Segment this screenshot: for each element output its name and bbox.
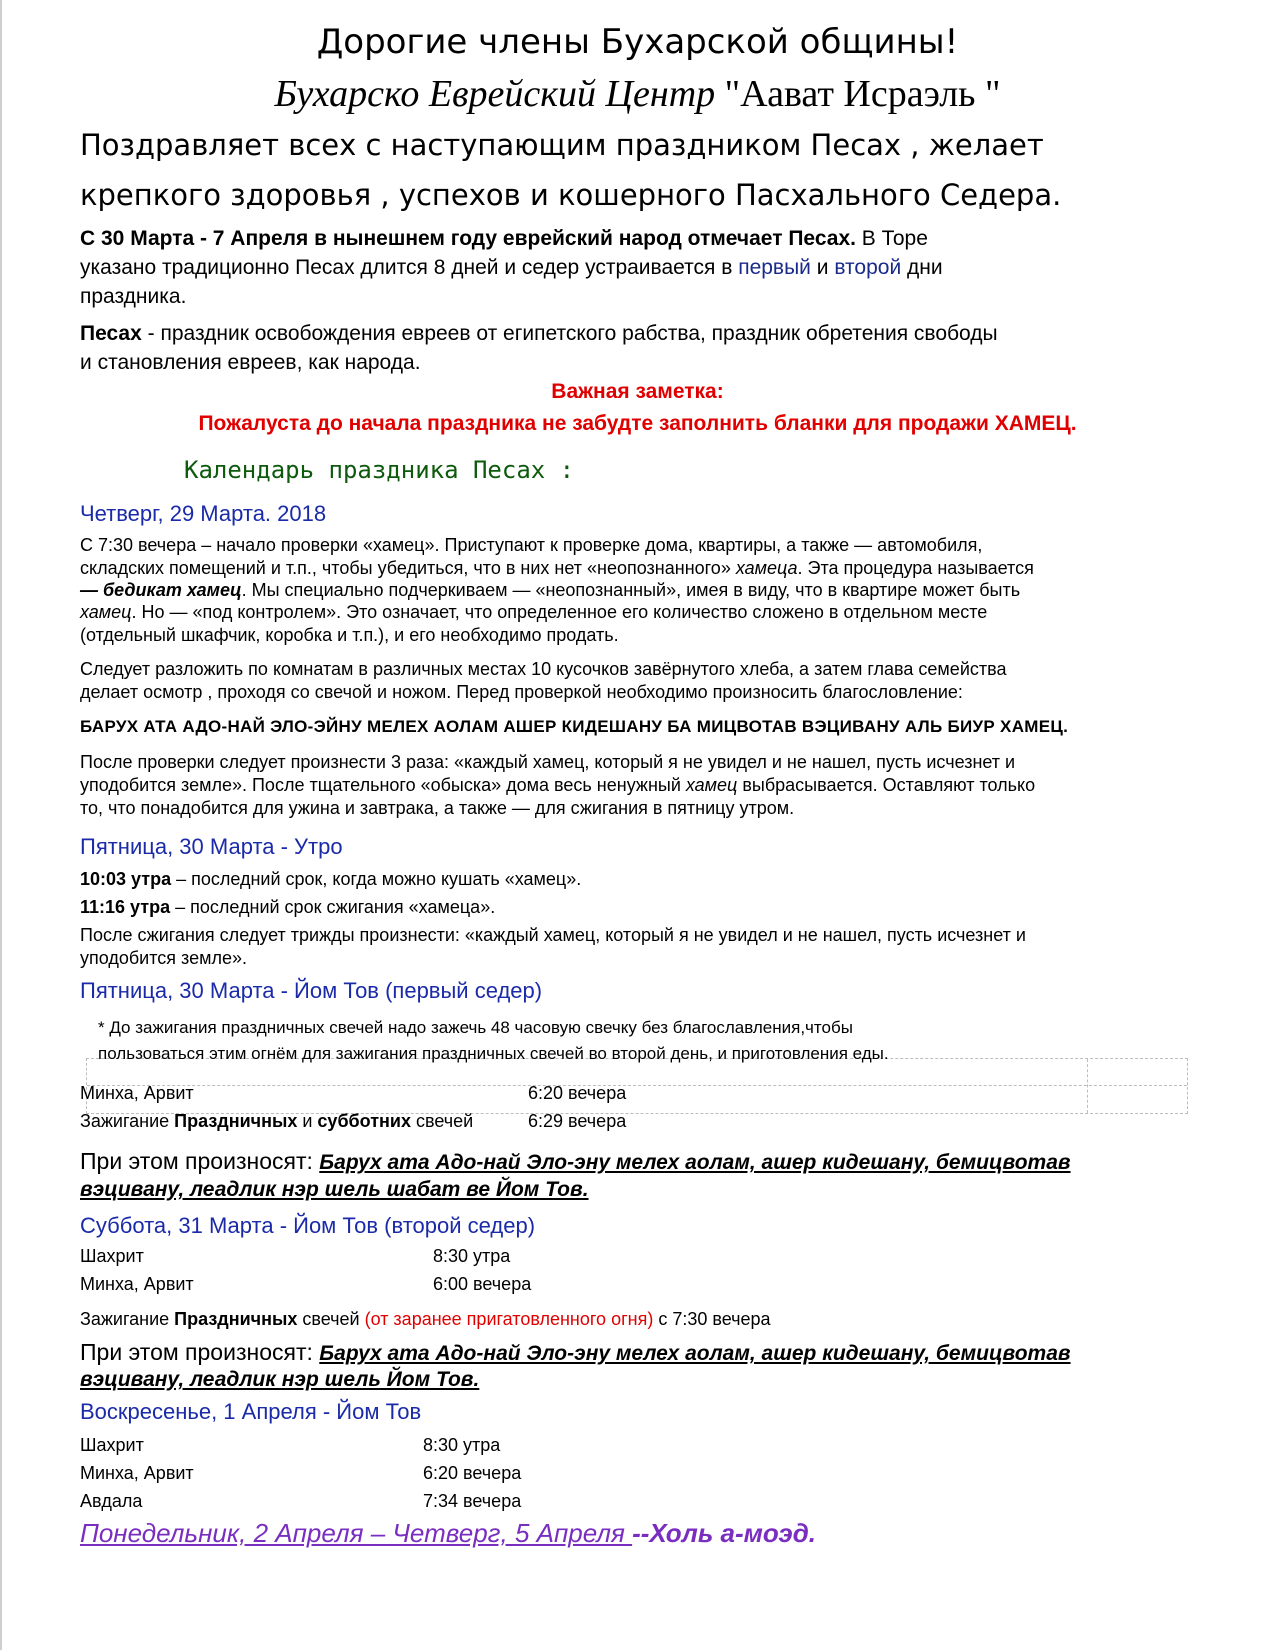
friday-yomtov-heading: Пятница, 30 Марта - Йом Тов (первый седер) — [80, 978, 543, 1003]
schedule-label: Шахрит — [80, 1246, 144, 1266]
text: . Мы специально подчеркиваем — «неопознанный», имея в виду, что в квартире может быть — [241, 580, 1021, 600]
thursday-p2-l2: делает осмотр , проходя со свечой и ножом. Перед проверкой необходимо произносить благословление: — [80, 682, 963, 702]
intro-line-3: праздника. — [80, 285, 187, 308]
text: выбрасывается. Оставляют только — [737, 775, 1036, 795]
friday-morning-l4: уподобится земле». — [80, 948, 247, 968]
page-title: Дорогие члены Бухарской общины! — [316, 22, 959, 62]
pesach-word: Песах — [80, 322, 142, 345]
saturday-blessing-l1 — [80, 1339, 1071, 1366]
page-edge — [0, 0, 2, 1650]
text: При этом произносят: — [80, 1148, 320, 1174]
thursday-heading: Четверг, 29 Марта. 2018 — [80, 501, 327, 526]
candle-blessing-l2 — [80, 1175, 589, 1202]
schedule-label: Авдала — [80, 1491, 143, 1511]
text: и — [297, 1111, 318, 1131]
thursday-p2-l1: Следует разложить по комнатам в различных местах 10 кусочков завёрнутого хлеба, а затем глава семейства — [80, 659, 1007, 679]
holhamoed-line — [80, 1518, 816, 1549]
intro-line-1 — [80, 227, 928, 251]
time: 10:03 утра — [80, 869, 172, 889]
schedule-label — [80, 1111, 473, 1132]
thursday-p3-l3: то, что понадобится для ужина и завтрака, а также — для сжигания в пятницу утром. — [80, 798, 795, 818]
schedule-time: 6:20 вечера — [423, 1463, 522, 1483]
thursday-p1-l2 — [80, 558, 1034, 579]
holhamoed-label: --Холь а-моэд. — [632, 1518, 817, 1548]
thursday-p3-l2 — [80, 775, 1035, 796]
text: субботних — [317, 1111, 411, 1131]
intro-line-2-text: указано традиционно Песах длится 8 дней и седер устраивается в — [80, 256, 739, 279]
link-first[interactable]: первый — [738, 256, 811, 279]
sunday-heading: Воскресенье, 1 Апреля - Йом Тов — [80, 1399, 422, 1424]
text: При этом произносят: — [80, 1339, 320, 1365]
saturday-candle-line — [80, 1309, 771, 1330]
thursday-p1-l3 — [80, 580, 1020, 601]
intro-line-2-end: дни — [901, 256, 943, 279]
pesach-line-1 — [80, 322, 998, 346]
candle-note-l2: пользоваться этим огнём для зажигания праздничных свечей во второй день, и приготовления еды. — [98, 1044, 889, 1063]
candle-blessing-l1 — [80, 1148, 1071, 1175]
schedule-time: 8:30 утра — [423, 1435, 501, 1455]
term-hamets: хамец — [685, 775, 738, 795]
text: уподобится земле». После тщательного «обыска» дома весь ненужный — [80, 775, 686, 795]
intro-dates: С 30 Марта - 7 Апреля в нынешнем году еврейский народ отмечает Песах. — [80, 227, 856, 250]
prayer-text: вэцивану, леадлик нэр шель Йом Тов. — [80, 1368, 480, 1391]
deadline-eat — [80, 869, 581, 890]
text: свечей — [411, 1111, 474, 1131]
prayer-text: Барух ата Адо-най Эло-эну мелех аолам, ашер кидешану, бемицвотав — [319, 1151, 1071, 1174]
intro-and: и — [810, 256, 835, 279]
schedule-label: Минха, Арвит — [80, 1083, 194, 1103]
schedule-time: 8:30 утра — [433, 1246, 511, 1266]
note-divider — [87, 1085, 1187, 1086]
schedule-label: Минха, Арвит — [80, 1274, 194, 1294]
center-name — [0, 72, 1275, 116]
text: Зажигание — [80, 1309, 175, 1329]
thursday-p1-l1: С 7:30 вечера – начало проверки «хамец». Приступают к проверке дома, квартиры, а также — автомобиля, — [80, 535, 983, 555]
text: складских помещений и т.п., чтобы убедиться, что в них нет «неопознанного» — [80, 558, 736, 578]
center-name-italic: Бухарско Еврейский Центр — [274, 73, 716, 115]
text: с 7:30 вечера — [653, 1309, 771, 1329]
saturday-heading: Суббота, 31 Марта - Йом Тов (второй седер) — [80, 1213, 536, 1238]
thursday-p1-l5: (отдельный шкафчик, коробка и т.п.), и его необходимо продать. — [80, 625, 619, 645]
text: – последний срок, когда можно кушать «хамец». — [171, 869, 582, 889]
intro-line-2 — [80, 256, 943, 280]
congrats-line-1: Поздравляет всех с наступающим праздником Песах , желает — [80, 128, 1044, 162]
congrats-line-2: крепкого здоровья , успехов и кошерного Пасхального Седера. — [80, 178, 1062, 212]
schedule-time: 6:20 вечера — [528, 1083, 627, 1103]
important-title: Важная заметка: — [551, 380, 724, 403]
note-divider — [1087, 1059, 1088, 1113]
prayer-text: вэцивану, леадлик нэр шель шабат ве Йом Тов. — [80, 1178, 589, 1201]
intro-dates-rest: В Торе — [855, 227, 928, 250]
fire-note: (от заранее пригатовленного огня) — [364, 1309, 654, 1329]
thursday-p1-l4 — [80, 602, 987, 623]
candle-note-box — [86, 1058, 1188, 1114]
time: 11:16 утра — [80, 897, 171, 917]
important-text: Пожалуста до начала праздника не забудте заполнить бланки для продажи ХАМЕЦ. — [198, 412, 1077, 435]
pesach-line-2: и становления евреев, как народа. — [80, 351, 421, 374]
thursday-p3-l1: После проверки следует произнести 3 раза: «каждый хамец, который я не увидел и не нашел, пусть исчезнет и — [80, 752, 1016, 772]
schedule-time: 7:34 вечера — [423, 1491, 522, 1511]
schedule-time: 6:29 вечера — [528, 1111, 627, 1131]
friday-morning-l3: После сжигания следует трижды произнести: «каждый хамец, который я не увидел и не нашел, пусть исчезнет и — [80, 925, 1026, 945]
schedule-label: Минха, Арвит — [80, 1463, 194, 1483]
term-hamets: хамеца — [735, 558, 798, 578]
pesach-definition: - праздник освобождения евреев от египетского рабства, праздник обретения свободы — [141, 322, 998, 345]
schedule-label: Шахрит — [80, 1435, 144, 1455]
holhamoed-dates: Понедельник, 2 Апреля – Четверг, 5 Апреля — [80, 1518, 633, 1548]
saturday-blessing-l2 — [80, 1365, 479, 1392]
blessing-text: БАРУХ АТА АДО-НАЙ ЭЛО-ЭЙНУ МЕЛЕХ АОЛАМ АШЕР КИДЕШАНУ БА МИЦВОТАВ ВЭЦИВАНУ АЛЬ БИУР ХАМЕЦ. — [80, 717, 1069, 736]
text: Праздничных — [174, 1309, 298, 1329]
center-name-quoted: "Аават Исраэль " — [715, 73, 1001, 115]
text: . Эта процедура называется — [797, 558, 1034, 578]
prayer-text: Барух ата Адо-най Эло-эну мелех аолам, ашер кидешану, бемицвотав — [319, 1342, 1071, 1365]
text: свечей — [297, 1309, 365, 1329]
term-bedikat-hamets: — бедикат хамец — [80, 580, 242, 600]
deadline-burn — [80, 897, 495, 918]
friday-morning-heading: Пятница, 30 Марта - Утро — [80, 834, 343, 859]
term-hamets: хамец — [80, 602, 132, 622]
text: Зажигание — [80, 1111, 175, 1131]
text: – последний срок сжигания «хамеца». — [170, 897, 496, 917]
link-second[interactable]: второй — [834, 256, 902, 279]
text: Праздничных — [174, 1111, 298, 1131]
candle-note-l1: * До зажигания праздничных свечей надо зажечь 48 часовую свечку без благославления,чтобы — [98, 1018, 853, 1037]
schedule-time: 6:00 вечера — [433, 1274, 532, 1294]
text: . Но — «под контролем». Это означает, что определенное его количество сложено в отдельном месте — [131, 602, 988, 622]
calendar-title: Календарь праздника Песах : — [184, 456, 575, 484]
